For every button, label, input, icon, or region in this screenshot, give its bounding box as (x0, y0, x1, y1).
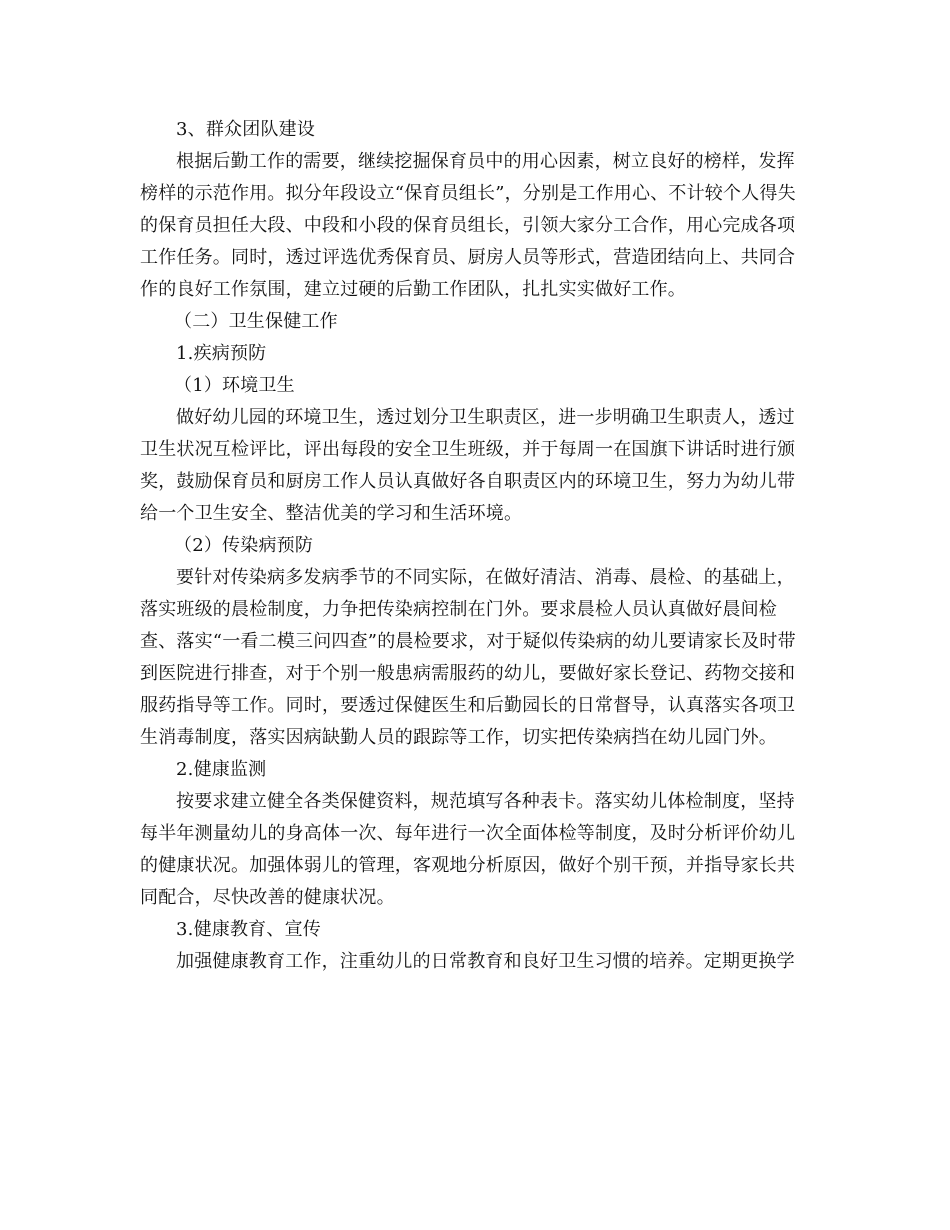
paragraph-line: 做好幼儿园的环境卫生，透过划分卫生职责区，进一步明确卫生职责人，透过 (176, 407, 795, 428)
subsection-heading: 1.疾病预防 (176, 343, 267, 364)
subsection-heading: 3.健康教育、宣传 (176, 919, 321, 940)
section-heading: （二）卫生保健工作 (174, 311, 338, 332)
paragraph-line: 服药指导等工作。同时，要透过保健医生和后勤园长的日常督导，认真落实各项卫 (140, 695, 796, 716)
paragraph-line: 同配合，尽快改善的健康状况。 (140, 887, 395, 908)
section-heading: 3、群众团队建设 (176, 119, 316, 140)
paragraph-line: 落实班级的晨检制度，力争把传染病控制在门外。要求晨检人员认真做好晨间检 (140, 599, 777, 620)
paragraph-line: 作的良好工作氛围，建立过硬的后勤工作团队，扎扎实实做好工作。 (140, 279, 686, 300)
paragraph-line: 的健康状况。加强体弱儿的管理，客观地分析原因，做好个别干预，并指导家长共 (140, 855, 796, 876)
paragraph-line: 卫生状况互检评比，评出每段的安全卫生班级，并于每周一在国旗下讲话时进行颁 (140, 439, 796, 460)
paragraph-line: 按要求建立健全各类保健资料，规范填写各种表卡。落实幼儿体检制度，坚持 (176, 791, 795, 812)
paragraph-line: 榜样的示范作用。拟分年段设立“保育员组长”，分别是工作用心、不计较个人得失 (140, 183, 796, 204)
paragraph-line: 工作任务。同时，透过评选优秀保育员、厨房人员等形式，营造团结向上、共同合 (140, 247, 796, 268)
subsection-heading: （1）环境卫生 (174, 375, 295, 396)
paragraph-line: 查、落实“一看二模三问四查”的晨检要求，对于疑似传染病的幼儿要请家长及时带 (140, 631, 796, 652)
paragraph-line: 每半年测量幼儿的身高体一次、每年进行一次全面体检等制度，及时分析评价幼儿 (140, 823, 796, 844)
paragraph-line: 奖，鼓励保育员和厨房工作人员认真做好各自职责区内的环境卫生，努力为幼儿带 (140, 471, 796, 492)
paragraph-line: 加强健康教育工作，注重幼儿的日常教育和良好卫生习惯的培养。定期更换学 (176, 951, 795, 972)
subsection-heading: 2.健康监测 (176, 759, 267, 780)
paragraph-line: 生消毒制度，落实因病缺勤人员的跟踪等工作，切实把传染病挡在幼儿园门外。 (140, 727, 777, 748)
paragraph-line: 的保育员担任大段、中段和小段的保育员组长，引领大家分工合作，用心完成各项 (140, 215, 796, 236)
paragraph-line: 根据后勤工作的需要，继续挖掘保育员中的用心因素，树立良好的榜样，发挥 (176, 151, 795, 172)
paragraph-line: 要针对传染病多发病季节的不同实际，在做好清洁、消毒、晨检、的基础上， (176, 567, 795, 588)
document-page (140, 114, 810, 978)
paragraph-line: 到医院进行排查，对于个别一般患病需服药的幼儿，要做好家长登记、药物交接和 (140, 663, 796, 684)
subsection-heading: （2）传染病预防 (174, 535, 314, 556)
paragraph-line: 给一个卫生安全、整洁优美的学习和生活环境。 (140, 503, 523, 524)
